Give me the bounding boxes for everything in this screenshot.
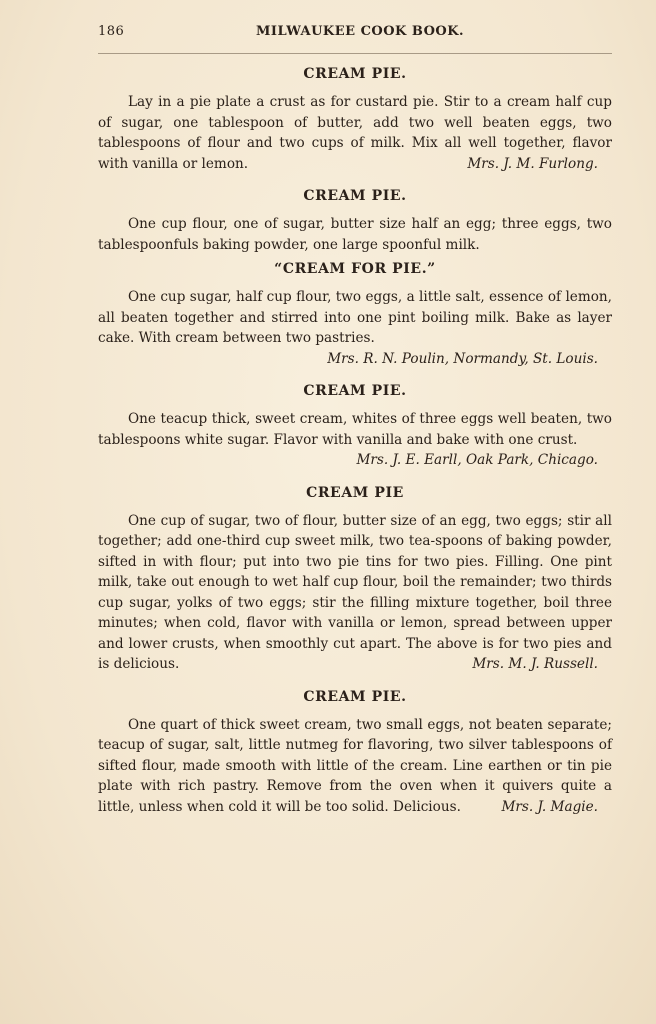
recipe-list bbox=[98, 64, 612, 829]
recipe-text: Lay in a pie plate a crust as for custard pie. Stir to a cream half cup of sugar, one tablespoon of butter, add two well beaten eggs, two tablespoons of flour and two cups of milk. Mix all well together, flavor with vanilla or lemon. bbox=[98, 94, 612, 172]
recipe-text: One cup flour, one of sugar, butter size half an egg; three eggs, two tablespoonfuls baking powder, one large spoonful milk. bbox=[98, 216, 612, 253]
recipe-body bbox=[98, 214, 612, 255]
recipe-text: One quart of thick sweet cream, two small eggs, not beaten separate; teacup of sugar, salt, little nutmeg for flavoring, two silver tablespoons of sifted flour, made smooth with little of the cream. Line earthen or tin pie plate with rich pastry. Remove from the oven when it quivers quite a little, unless when cold it will be too solid. Delicious. bbox=[98, 716, 612, 815]
recipe-body bbox=[98, 715, 612, 818]
recipe-author: Mrs. J. E. Earll, Oak Park, Chicago. bbox=[356, 452, 598, 468]
recipe-author: Mrs. R. N. Poulin, Normandy, St. Louis. bbox=[327, 350, 598, 367]
recipe bbox=[98, 259, 612, 369]
page-number: 186 bbox=[98, 24, 125, 39]
recipe bbox=[98, 381, 612, 471]
header-rule bbox=[98, 53, 612, 54]
recipe-body bbox=[98, 92, 612, 174]
recipe bbox=[98, 687, 612, 818]
recipe bbox=[98, 186, 612, 255]
recipe-title: “CREAM FOR PIE.” bbox=[274, 261, 436, 277]
recipe-title: CREAM PIE. bbox=[303, 383, 407, 399]
recipe-body bbox=[98, 409, 612, 468]
recipe-body bbox=[98, 511, 612, 675]
recipe-text: One teacup thick, sweet cream, whites of three eggs well beaten, two tablespoons white sugar. Flavor with vanilla and bake with one crust. bbox=[98, 411, 612, 448]
recipe-author: Mrs. J. Magie. bbox=[501, 798, 598, 815]
recipe-author: Mrs. M. J. Russell. bbox=[472, 656, 598, 672]
recipe-text: One cup of sugar, two of flour, butter size of an egg, two eggs; stir all together; add one-third cup sweet milk, two tea-spoons of baking powder, sifted in with flour; put into two pie tins for two pies. Filling. One pint milk, take out enough to wet half cup flour, boil the remainder; two thirds cup sugar, yolks of two eggs; stir the filling mixture together, boil three minutes; when cold, flavor with vanilla or lemon, spread between upper and lower crusts, when smoothly cut apart. The above is for two pies and is delicious. bbox=[98, 512, 612, 672]
recipe-author: Mrs. J. M. Furlong. bbox=[467, 155, 598, 172]
recipe-title: CREAM PIE. bbox=[303, 66, 407, 82]
recipe bbox=[98, 483, 612, 675]
recipe-title: CREAM PIE. bbox=[303, 188, 407, 204]
recipe-text: One cup sugar, half cup flour, two eggs, a little salt, essence of lemon, all beaten together and stirred into one pint boiling milk. Bake as layer cake. With cream between two pastries. bbox=[98, 289, 612, 346]
running-header bbox=[98, 24, 612, 44]
recipe-title: CREAM PIE. bbox=[303, 688, 407, 705]
recipe bbox=[98, 64, 612, 174]
recipe-body bbox=[98, 287, 612, 349]
book-title: MILWAUKEE COOK BOOK. bbox=[256, 24, 465, 39]
recipe-title: CREAM PIE bbox=[306, 484, 404, 501]
